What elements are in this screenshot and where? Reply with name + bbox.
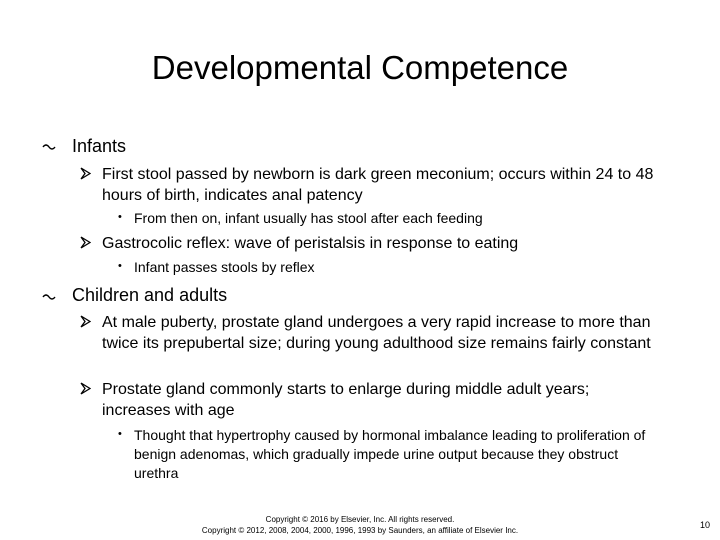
- bullet-item: First stool passed by newborn is dark green meconium; occurs within 24 to 48 hours of birth, indicates anal patency: [102, 166, 654, 204]
- dash-flourish-icon: [42, 291, 56, 305]
- copyright-line: Copyright © 2012, 2008, 2004, 2000, 1996, 1993 by Saunders, an affiliate of Elsevier Inc.: [201, 526, 519, 535]
- dot-icon: •: [118, 428, 122, 440]
- sub-bullet-item: Infant passes stools by reflex: [134, 259, 315, 275]
- bullet-item: At male puberty, prostate gland undergoes a very rapid increase to more than twice its prepubertal size; during young adulthood size remains fairly constant: [102, 314, 651, 352]
- sub-bullet-item: Thought that hypertrophy caused by hormonal imbalance leading to proliferation of benign adenomas, which gradually impede urine output because they obstruct urethra: [134, 427, 646, 481]
- bullet-item: Prostate gland commonly starts to enlarge during middle adult years; increases with age: [102, 381, 590, 419]
- arrowhead-icon: [80, 236, 91, 252]
- arrowhead-icon: [80, 382, 91, 398]
- arrowhead-icon: [80, 167, 91, 183]
- section-heading-children-adults: Children and adults: [72, 285, 228, 305]
- sub-bullet-item: From then on, infant usually has stool after each feeding: [134, 210, 483, 226]
- page-number: 10: [699, 520, 710, 530]
- dot-icon: •: [118, 260, 122, 272]
- bullet-item: Gastrocolic reflex: wave of peristalsis in response to eating: [102, 235, 519, 252]
- copyright-footer: [160, 514, 560, 536]
- copyright-line: Copyright © 2016 by Elsevier, Inc. All rights reserved.: [265, 515, 455, 524]
- section-heading-infants: Infants: [72, 136, 127, 156]
- arrowhead-icon: [80, 315, 91, 331]
- slide-title: Developmental Competence: [151, 49, 569, 86]
- dot-icon: •: [118, 211, 122, 223]
- dash-flourish-icon: [42, 141, 56, 155]
